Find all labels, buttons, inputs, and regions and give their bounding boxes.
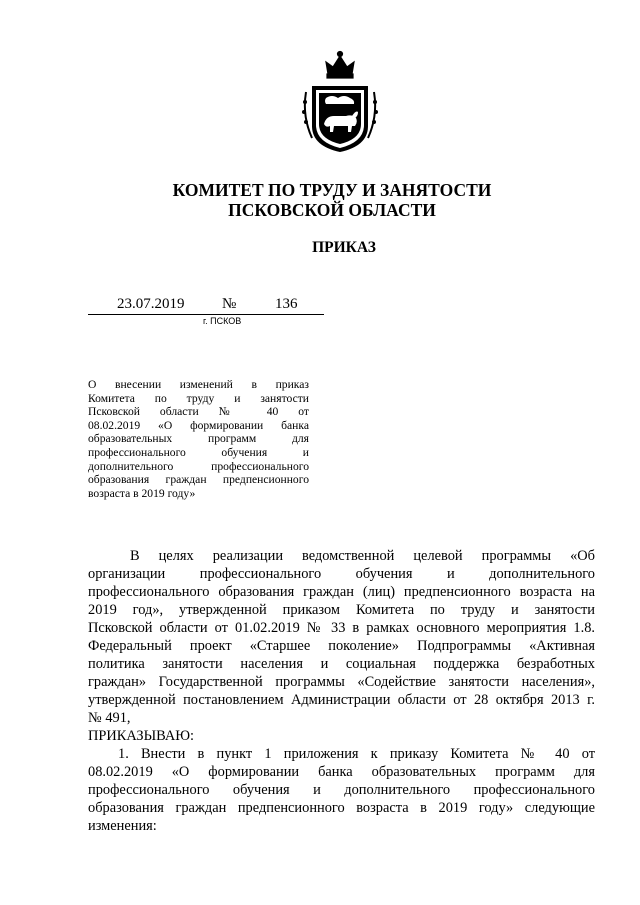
subject-line: дополнительного профессионального	[88, 459, 309, 473]
order-body	[88, 547, 595, 835]
city-label: г. ПСКОВ	[203, 316, 242, 326]
subject-line: Комитета по труду и занятости	[88, 391, 309, 405]
number-sign: №	[222, 296, 237, 312]
subject-line: профессионального обучения и	[88, 445, 309, 459]
body-line: организации профессионального обучения и дополнительного	[88, 566, 595, 582]
body-line: Псковской области от 01.02.2019 № 33 в рамках основного мероприятия 1.8.	[88, 620, 595, 636]
body-line: 2019 год», утвержденной приказом Комитета по труду и занятости	[88, 602, 595, 618]
org-name-line1: КОМИТЕТ ПО ТРУДУ И ЗАНЯТОСТИ	[172, 180, 492, 200]
body-line: изменения:	[88, 818, 157, 834]
body-line: профессионального обучения и дополнительного профессионального	[88, 782, 595, 798]
order-subject	[88, 378, 309, 500]
subject-line: О внесении изменений в приказ	[88, 378, 309, 391]
body-line: В целях реализации ведомственной целевой программы «Об	[130, 548, 595, 564]
subject-line: образования граждан предпенсионного	[88, 473, 309, 487]
coat-of-arms-icon	[300, 46, 380, 156]
subject-line: Псковской области № 40 от	[88, 405, 309, 419]
order-date: 23.07.2019	[117, 296, 185, 312]
body-line: Федеральный проект «Старшее поколение» Подпрограммы «Активная	[88, 638, 595, 654]
body-line: утвержденной постановлением Администрации области от 28 октября 2013 г.	[88, 692, 595, 708]
subject-line: образовательных программ для	[88, 432, 309, 446]
order-number: 136	[275, 296, 298, 312]
org-name-line2: ПСКОВСКОЙ ОБЛАСТИ	[228, 200, 436, 220]
subject-line: возраста в 2019 году»	[88, 486, 196, 500]
body-line: профессионального образования граждан (лиц) предпенсионного возраста на	[88, 584, 595, 600]
body-line: политика занятости населения и социальная поддержка безработных	[88, 656, 595, 672]
body-line: № 491,	[88, 710, 131, 726]
date-number-underline	[88, 314, 324, 315]
body-line: 08.02.2019 «О формировании банка образовательных программ для	[88, 764, 595, 780]
body-line: 1. Внести в пункт 1 приложения к приказу Комитета № 40 от	[118, 746, 595, 762]
order-directive: ПРИКАЗЫВАЮ:	[88, 728, 195, 744]
subject-line: 08.02.2019 «О формировании банка	[88, 418, 309, 432]
document-type-title: ПРИКАЗ	[312, 239, 376, 256]
body-line: образования граждан предпенсионного возраста в 2019 году» следующие	[88, 800, 595, 816]
body-line: граждан» Государственной программы «Содействие занятости населения»,	[88, 674, 595, 690]
